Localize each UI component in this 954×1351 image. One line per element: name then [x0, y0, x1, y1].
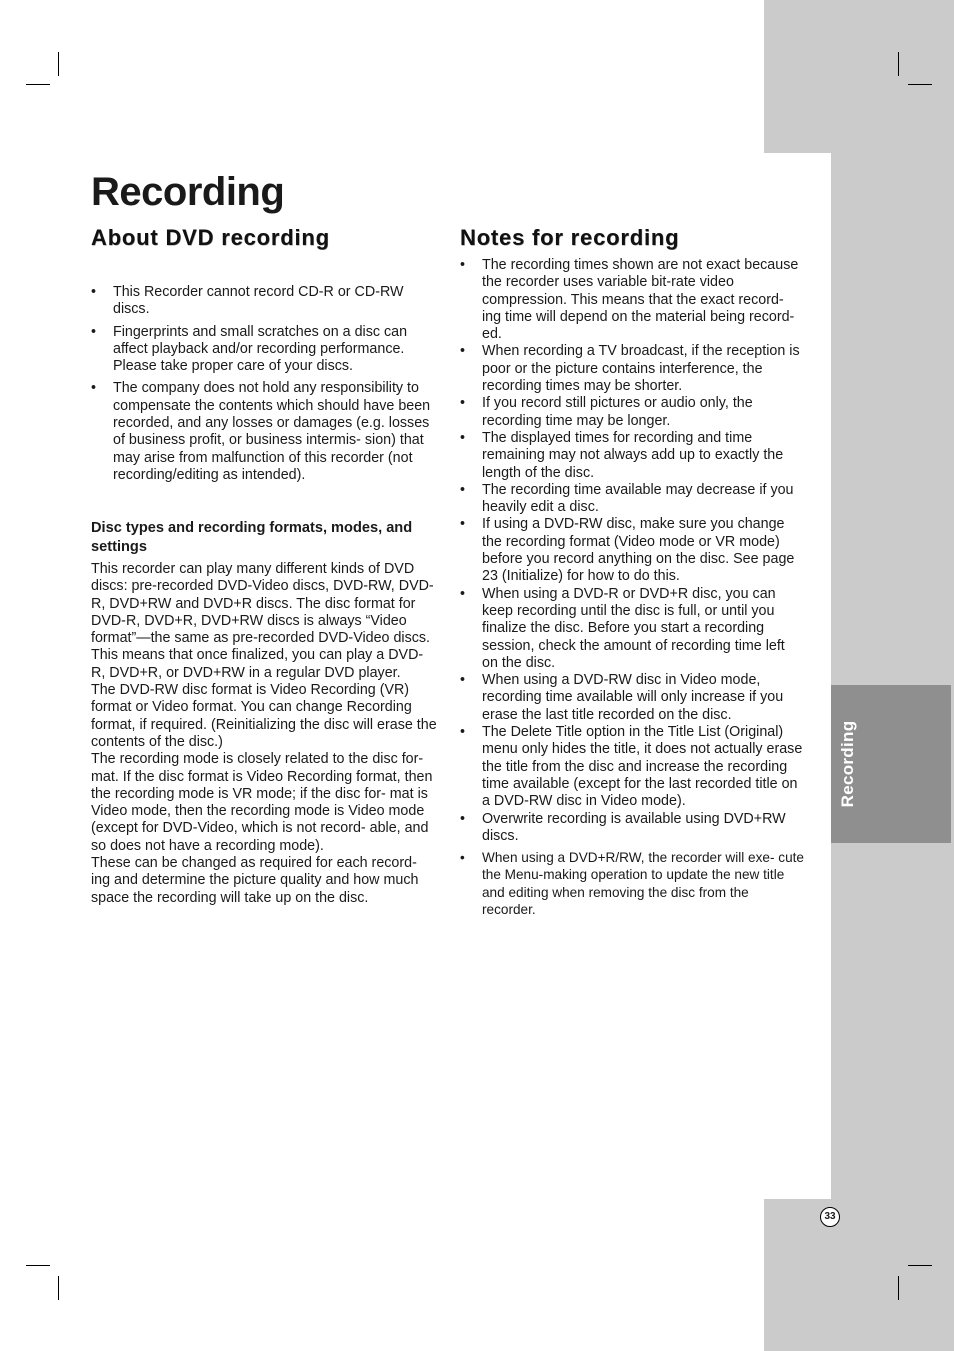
list-item: • Fingerprints and small scratches on a disc can affect playback and/or recording performance. Please take proper care of your discs. — [91, 324, 436, 376]
list-item: • When recording a TV broadcast, if the reception is poor or the picture contains interference, the recording times may be shorter. — [460, 343, 804, 395]
margin-band-bottom — [764, 1199, 954, 1351]
list-item: • When using a DVD-R or DVD+R disc, you can keep recording until the disc is full, or until you finalize the disc. Before you start a recording session, check the amount of recording time left on the disc. — [460, 586, 804, 672]
list-item: • The displayed times for recording and time remaining may not always add up to exactly the length of the disc. — [460, 430, 804, 482]
crop-mark — [26, 1265, 50, 1266]
list-item: • The company does not hold any responsibility to compensate the contents which should have been recorded, and any losses or damages (e.g. losses of business profit, or business intermis- sion) that may arise from malfunction of this recorder (not recording/editing as intended). — [91, 380, 436, 484]
notes-for-recording-heading: Notes for recording — [460, 225, 680, 250]
list-item: • The Delete Title option in the Title List (Original) menu only hides the title, it does not actually erase the title from the disc and increase the recording time available (except for the last recorded title on a DVD-RW disc in Video mode). — [460, 724, 804, 810]
page-title: Recording — [91, 170, 285, 214]
page-number: 33 — [820, 1207, 840, 1227]
paragraph: The DVD-RW disc format is Video Recording (VR) format or Video format. You can change Recording format, if required. (Reinitializing the disc will erase the contents of the disc.) — [91, 682, 437, 750]
crop-mark — [26, 84, 50, 85]
margin-band-top — [764, 0, 954, 153]
list-item: • When using a DVD-RW disc in Video mode, recording time available will only increase if you erase the last title recorded on the disc. — [460, 672, 804, 724]
crop-mark — [898, 52, 899, 76]
paragraph: This recorder can play many different kinds of DVD discs: pre-recorded DVD-Video discs, DVD-RW, DVD-R, DVD+RW and DVD+R discs. The disc format for DVD-R, DVD+R, DVD+RW discs is always “Video format”—the same as pre-recorded DVD-Video discs. This means that once finalized, you can play a DVD- R, DVD+R, or DVD+RW in a regular DVD player. — [91, 561, 434, 681]
paragraph: These can be changed as required for each record- ing and determine the picture quality and how much space the recording will take up on the disc. — [91, 855, 419, 906]
about-bullet-list — [91, 284, 436, 484]
list-item: • The recording time available may decrease if you heavily edit a disc. — [460, 482, 804, 517]
margin-band — [831, 153, 954, 1199]
list-item: • The recording times shown are not exact because the recorder uses variable bit-rate video compression. This means that the exact record- ing time will depend on the material being record- ed. — [460, 257, 804, 343]
about-dvd-recording-heading: About DVD recording — [91, 225, 330, 250]
section-tab-label: Recording — [838, 720, 857, 808]
list-item: • When using a DVD+R/RW, the recorder will exe- cute the Menu-making operation to update the new title and editing when removing the disc from the recorder. — [460, 849, 804, 918]
crop-mark — [908, 1265, 932, 1266]
list-item: • If you record still pictures or audio only, the recording time may be longer. — [460, 395, 804, 430]
list-item: • If using a DVD-RW disc, make sure you change the recording format (Video mode or VR mode) before you record anything on the disc. See page 23 (Initialize) for how to do this. — [460, 516, 804, 585]
crop-mark — [58, 1276, 59, 1300]
disc-types-heading: Disc types and recording formats, modes, and settings — [91, 520, 413, 555]
list-item: • Overwrite recording is available using DVD+RW discs. — [460, 811, 804, 846]
crop-mark — [58, 52, 59, 76]
notes-bullet-list — [460, 257, 804, 918]
paragraph: The recording mode is closely related to the disc for- mat. If the disc format is Video Recording format, then the recording mode is VR mode; if the disc for- mat is Video mode, then the recording mode is Video mode (except for DVD-Video, which is not record- able, and so does not have a recording mode). — [91, 751, 433, 854]
crop-mark — [898, 1276, 899, 1300]
crop-mark — [908, 84, 932, 85]
disc-types-body — [91, 561, 439, 907]
list-item: • This Recorder cannot record CD-R or CD-RW discs. — [91, 284, 436, 319]
